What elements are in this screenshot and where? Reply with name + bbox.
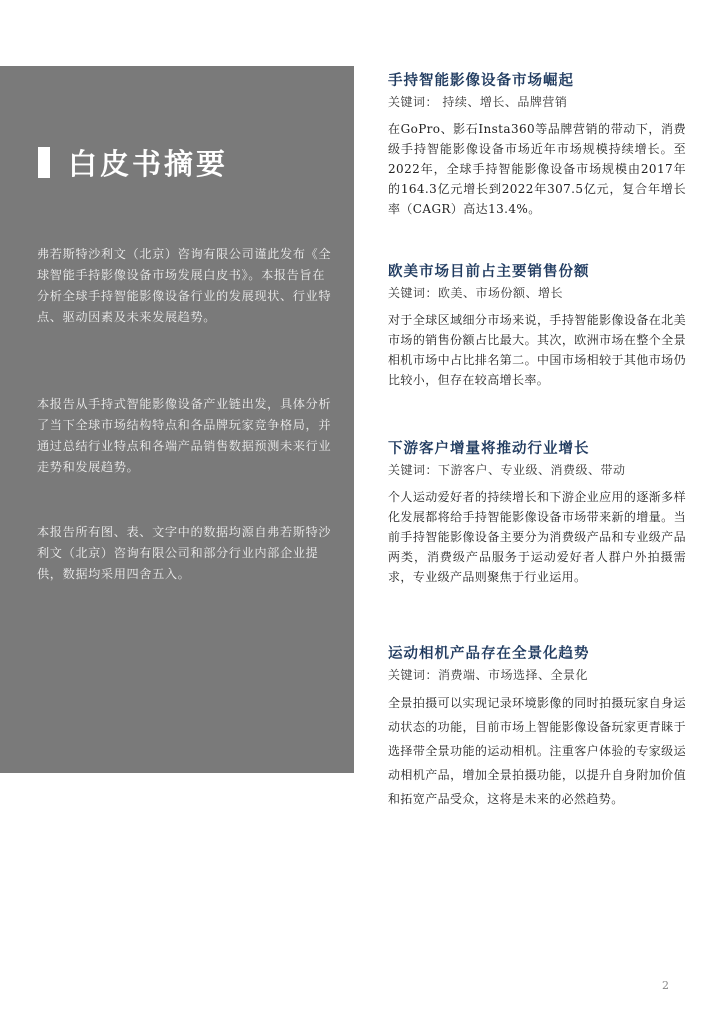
summary-paragraph: 本报告从手持式智能影像设备产业链出发，具体分析了当下全球市场结构特点和各品牌玩家竞争格局，并通过总结行业特点和各端产品销售数据预测未来行业走势和发展趋势。 — [37, 397, 332, 474]
section-panoramic-trend — [388, 644, 686, 811]
section-keywords: 关键词：下游客户、专业级、消费级、带动 — [388, 463, 626, 477]
section-downstream-growth — [388, 439, 686, 587]
section-keywords: 关键词：消费端、市场选择、全景化 — [388, 668, 589, 682]
page-number: 2 — [662, 979, 669, 992]
section-title: 下游客户增量将推动行业增长 — [388, 440, 590, 457]
section-body: 个人运动爱好者的持续增长和下游企业应用的逐渐多样化发展都将给手持智能影像设备市场带来新的增量。当前手持智能影像设备主要分为消费级产品和专业级产品两类，消费级产品服务于运动爱好者人群户外拍摄需求，专业级产品则聚焦于行业运用。 — [388, 490, 686, 584]
summary-panel — [0, 66, 354, 773]
title-accent-bar — [38, 147, 50, 178]
section-title: 欧美市场目前占主要销售份额 — [388, 263, 590, 280]
section-keywords: 关键词： 持续、增长、品牌营销 — [388, 95, 568, 109]
page-title: 白皮书摘要 — [68, 147, 229, 181]
section-title: 运动相机产品存在全景化趋势 — [388, 645, 590, 662]
section-body: 在GoPro、影石Insta360等品牌营销的带动下，消费级手持智能影像设备市场近年市场规模持续增长。至2022年，全球手持智能影像设备市场规模由2017年的164.3亿元增长到2022年307.5亿元，复合年增长率（CAGR）高达13.4%。 — [388, 122, 686, 216]
section-regional-share — [388, 262, 686, 390]
summary-title-block — [38, 142, 228, 183]
section-keywords: 关键词：欧美、市场份额、增长 — [388, 286, 564, 300]
summary-paragraph: 弗若斯特沙利文（北京）咨询有限公司谨此发布《全球智能手持影像设备市场发展白皮书》。本报告旨在分析全球手持智能影像设备行业的发展现状、行业特点、驱动因素及未来发展趋势。 — [37, 247, 332, 324]
summary-paragraph: 本报告所有图、表、文字中的数据均源自弗若斯特沙利文（北京）咨询有限公司和部分行业内部企业提供，数据均采用四舍五入。 — [37, 525, 332, 581]
section-market-rise — [388, 71, 686, 219]
section-body: 全景拍摄可以实现记录环境影像的同时拍摄玩家自身运动状态的功能，目前市场上智能影像设备玩家更青睐于选择带全景功能的运动相机。注重客户体验的专家级运动相机产品，增加全景拍摄功能，以提升自身附加价值和拓宽产品受众，这将是未来的必然趋势。 — [388, 696, 686, 806]
section-body: 对于全球区域细分市场来说，手持智能影像设备在北美市场的销售份额占比最大。其次，欧洲市场在整个全景相机市场中占比排名第二。中国市场相较于其他市场仍比较小，但存在较高增长率。 — [388, 313, 686, 387]
section-title: 手持智能影像设备市场崛起 — [388, 72, 574, 89]
